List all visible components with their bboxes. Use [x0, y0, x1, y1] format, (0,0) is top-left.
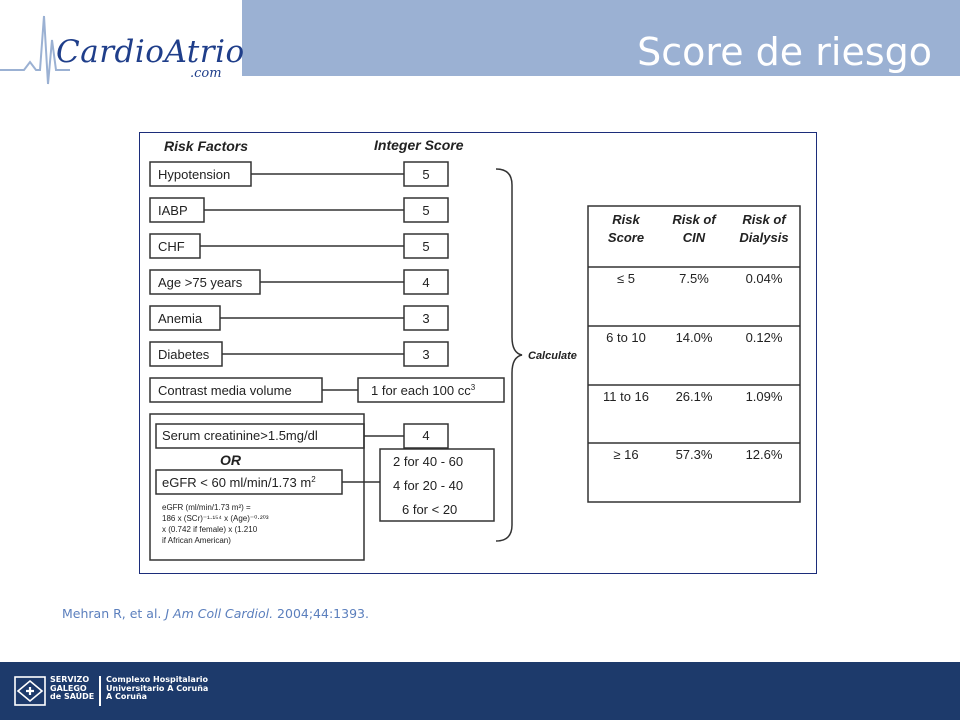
- citation-details: 2004;44:1393.: [273, 606, 369, 621]
- risk-table-cell: 11 to 16: [602, 389, 650, 404]
- risk-table-cell: 0.04%: [745, 271, 783, 286]
- footer-org: [50, 676, 94, 702]
- egfr-label: [162, 475, 316, 490]
- risk-table-header: Risk: [612, 212, 640, 227]
- or-label: OR: [220, 452, 241, 468]
- footer-hospital-line: Complexo Hospitalario: [106, 675, 209, 684]
- risk-table-header: CIN: [682, 230, 706, 245]
- risk-table-cell: 0.12%: [745, 330, 783, 345]
- risk-table-cell: 26.1%: [675, 389, 713, 404]
- factor-label: Contrast media volume: [158, 383, 292, 398]
- calculate-brace: [496, 169, 522, 541]
- footer-divider: [99, 676, 101, 706]
- footer-hospital-line: Universitario A Coruña: [106, 683, 209, 693]
- risk-table-cell: 12.6%: [745, 447, 783, 462]
- risk-table-cell: ≤ 5: [617, 271, 635, 286]
- risk-score-diagram: [140, 133, 816, 573]
- egfr-label-sup: 2: [311, 475, 316, 484]
- factor-label: Age >75 years: [158, 275, 243, 290]
- factor-label: Anemia: [158, 311, 203, 326]
- citation: [62, 606, 369, 621]
- risk-table-cell: 6 to 10: [606, 330, 646, 345]
- risk-table-header: Risk of: [742, 212, 786, 227]
- factor-score: 5: [422, 167, 430, 182]
- footer-hospital: [106, 676, 208, 702]
- factor-score: 4: [422, 275, 430, 290]
- footer-org-line: de SAÚDE: [50, 692, 95, 702]
- factor-label: Diabetes: [158, 347, 210, 362]
- logo: [0, 0, 245, 90]
- citation-journal: J Am Coll Cardiol.: [165, 606, 274, 621]
- logo-domain: .com: [190, 66, 222, 81]
- egfr-score: 4 for 20 - 40: [393, 478, 464, 493]
- egfr-formula-line: eGFR (ml/min/1.73 m²) =: [162, 503, 251, 512]
- factor-label: IABP: [158, 203, 188, 218]
- sergas-emblem-icon: [14, 676, 46, 706]
- risk-table-cell: 7.5%: [679, 271, 709, 286]
- risk-score-figure: [139, 132, 817, 574]
- citation-authors: Mehran R, et al.: [62, 606, 166, 621]
- logo-wordmark: [56, 34, 245, 70]
- footer-org-line: GALEGO: [50, 683, 87, 693]
- contrast-score-sup: 3: [470, 383, 476, 392]
- slide-title: Score de riesgo: [637, 30, 932, 74]
- factor-label: Hypotension: [158, 167, 231, 182]
- risk-table-header: Risk of: [672, 212, 716, 227]
- col-header-score: Integer Score: [374, 137, 464, 153]
- egfr-formula-line: 186 x (SCr)⁻¹·¹⁵⁴ x (Age)⁻⁰·²⁰³: [162, 514, 269, 523]
- factor-label: CHF: [158, 239, 185, 254]
- egfr-formula-line: if African American): [162, 536, 231, 545]
- footer-org-line: SERVIZO: [50, 675, 90, 684]
- egfr-score: 2 for 40 - 60: [393, 454, 464, 469]
- col-header-factors: Risk Factors: [164, 138, 249, 154]
- risk-table-header: Score: [607, 230, 645, 245]
- risk-table-cell: 1.09%: [745, 389, 783, 404]
- logo-main: Cardio: [56, 34, 165, 70]
- footer-hospital-line: A Coruña: [106, 692, 148, 702]
- creatinine-score: 4: [422, 428, 430, 443]
- risk-table-header: Dialysis: [739, 230, 789, 245]
- creatinine-label: Serum creatinine>1.5mg/dl: [162, 428, 318, 443]
- egfr-label-text: eGFR < 60 ml/min/1.73 m: [162, 475, 312, 490]
- factor-score: 3: [422, 347, 430, 362]
- risk-table-cell: 57.3%: [675, 447, 713, 462]
- factor-score: 3: [422, 311, 430, 326]
- risk-table-cell: ≥ 16: [613, 447, 639, 462]
- factor-score-contrast: [371, 383, 476, 398]
- factor-score: 5: [422, 239, 430, 254]
- factor-score: 5: [422, 203, 430, 218]
- egfr-formula-line: x (0.742 if female) x (1.210: [162, 525, 258, 534]
- logo-accent: Atrio: [164, 34, 245, 70]
- risk-table-cell: 14.0%: [675, 330, 713, 345]
- calculate-label: Calculate: [528, 350, 577, 362]
- egfr-score: 6 for < 20: [402, 502, 458, 517]
- contrast-score-text: 1 for each 100 cc: [371, 383, 471, 398]
